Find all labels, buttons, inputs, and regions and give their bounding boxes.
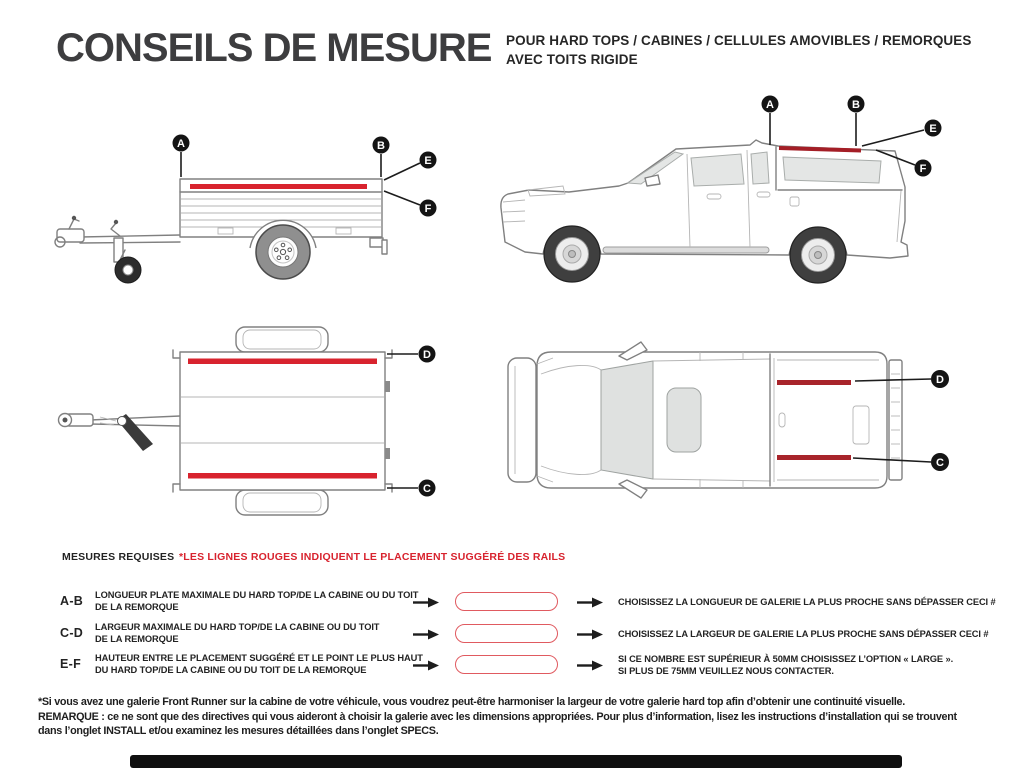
label-marker-d [931,370,949,388]
measure-key: A-B [60,594,84,608]
arrow-right-icon [413,660,439,671]
label-marker-b [848,96,865,113]
measure-description: LONGUEUR PLATE MAXIMALE DU HARD TOP/DE LA CABINE OU DU TOIT DE LA REMORQUE [95,590,419,612]
trailer-top-view-illustration [30,325,450,525]
svg-text:E: E [929,123,937,135]
truck-top-view-illustration [495,330,965,520]
arrow-right-icon [413,629,439,640]
measure-instruction: CHOISISSEZ LA LARGEUR DE GALERIE LA PLUS PROCHE SANS DÉPASSER CECI # [618,629,989,639]
measure-instruction: SI CE NOMBRE EST SUPÉRIEUR À 50MM CHOISISSEZ L’OPTION « LARGE ». SI PLUS DE 75MM VEUILLEZ NOUS CONTACTER. [618,654,954,676]
footer-line2: REMARQUE : ce ne sont que des directives qui vous aideront à choisir la galerie avec les dimensions appropriées. Pour plus d’information, lisez les instructions d’installation qui se trouvent [38,710,957,723]
arrow-right-icon [413,597,439,608]
svg-text:C: C [423,483,431,495]
svg-text:D: D [423,349,431,361]
measure-key: C-D [60,626,84,640]
svg-text:C: C [936,457,944,469]
label-marker-e [925,120,942,137]
footer-note [38,695,957,739]
measure-row-cd [0,618,1024,650]
svg-text:F: F [424,203,432,215]
measure-description: HAUTEUR ENTRE LE PLACEMENT SUGGÉRÉ ET LE POINT LE PLUS HAUT DU HARD TOP/DE LA CABINE OU DU TOIT DE LA REMORQUE [95,653,423,675]
suggested-rail-line-trailer-side [190,184,367,189]
svg-text:F: F [919,163,927,175]
label-marker-d [419,346,436,363]
label-marker-a [173,135,190,152]
svg-text:D: D [936,374,944,386]
label-marker-a [762,96,779,113]
measure-key: E-F [60,657,82,671]
trailer-side-view-illustration [40,100,470,310]
page-title: CONSEILS DE MESURE [56,26,492,70]
page-subtitle-line2: AVEC TOITS RIGIDE [506,52,638,67]
label-marker-e [420,152,437,169]
label-marker-b [373,137,390,154]
footer-line3: dans l’onglet INSTALL et/ou examinez les mesures détaillées dans l’onglet SPECS. [38,725,439,738]
measures-heading: MESURES REQUISES [62,551,175,563]
page-subtitle-line1: POUR HARD TOPS / CABINES / CELLULES AMOVIBLES / REMORQUES [506,33,972,48]
red-lines-note: *LES LIGNES ROUGES INDIQUENT LE PLACEMENT SUGGÉRÉ DES RAILS [179,551,566,563]
arrow-right-icon [577,660,603,671]
svg-text:B: B [377,140,385,152]
label-marker-f [915,160,932,177]
suggested-rail-line-truck-top-2 [777,455,851,460]
footer-line1: *Si vous avez une galerie Front Runner sur la cabine de votre véhicule, vous voudrez peut-être harmoniser la largeur de votre galerie hard top afin d’obtenir une continuité visuelle. [38,696,905,708]
label-marker-c [931,453,949,471]
svg-text:E: E [424,155,432,167]
measurement-value-box [455,624,558,643]
arrow-right-icon [577,629,603,640]
measure-row-ab [0,586,1024,618]
suggested-rail-line-truck-side [779,148,861,151]
measurement-value-box [455,655,558,674]
arrow-right-icon [577,597,603,608]
suggested-rail-line-truck-top-1 [777,380,851,385]
truck-side-view-illustration [495,90,1015,300]
measure-row-ef [0,649,1024,681]
measurement-value-box [455,592,558,611]
suggested-rail-line-trailer-top-1 [188,359,377,365]
label-marker-f [420,200,437,217]
measure-instruction: CHOISISSEZ LA LONGUEUR DE GALERIE LA PLUS PROCHE SANS DÉPASSER CECI # [618,597,996,607]
page-subtitle [506,31,996,69]
measure-description: LARGEUR MAXIMALE DU HARD TOP/DE LA CABINE OU DU TOIT DE LA REMORQUE [95,622,380,644]
svg-text:A: A [766,99,774,111]
bottom-cutoff-bar [130,755,902,768]
label-marker-c [419,480,436,497]
suggested-rail-line-trailer-top-2 [188,473,377,479]
svg-text:B: B [852,99,860,111]
svg-text:A: A [177,138,185,150]
